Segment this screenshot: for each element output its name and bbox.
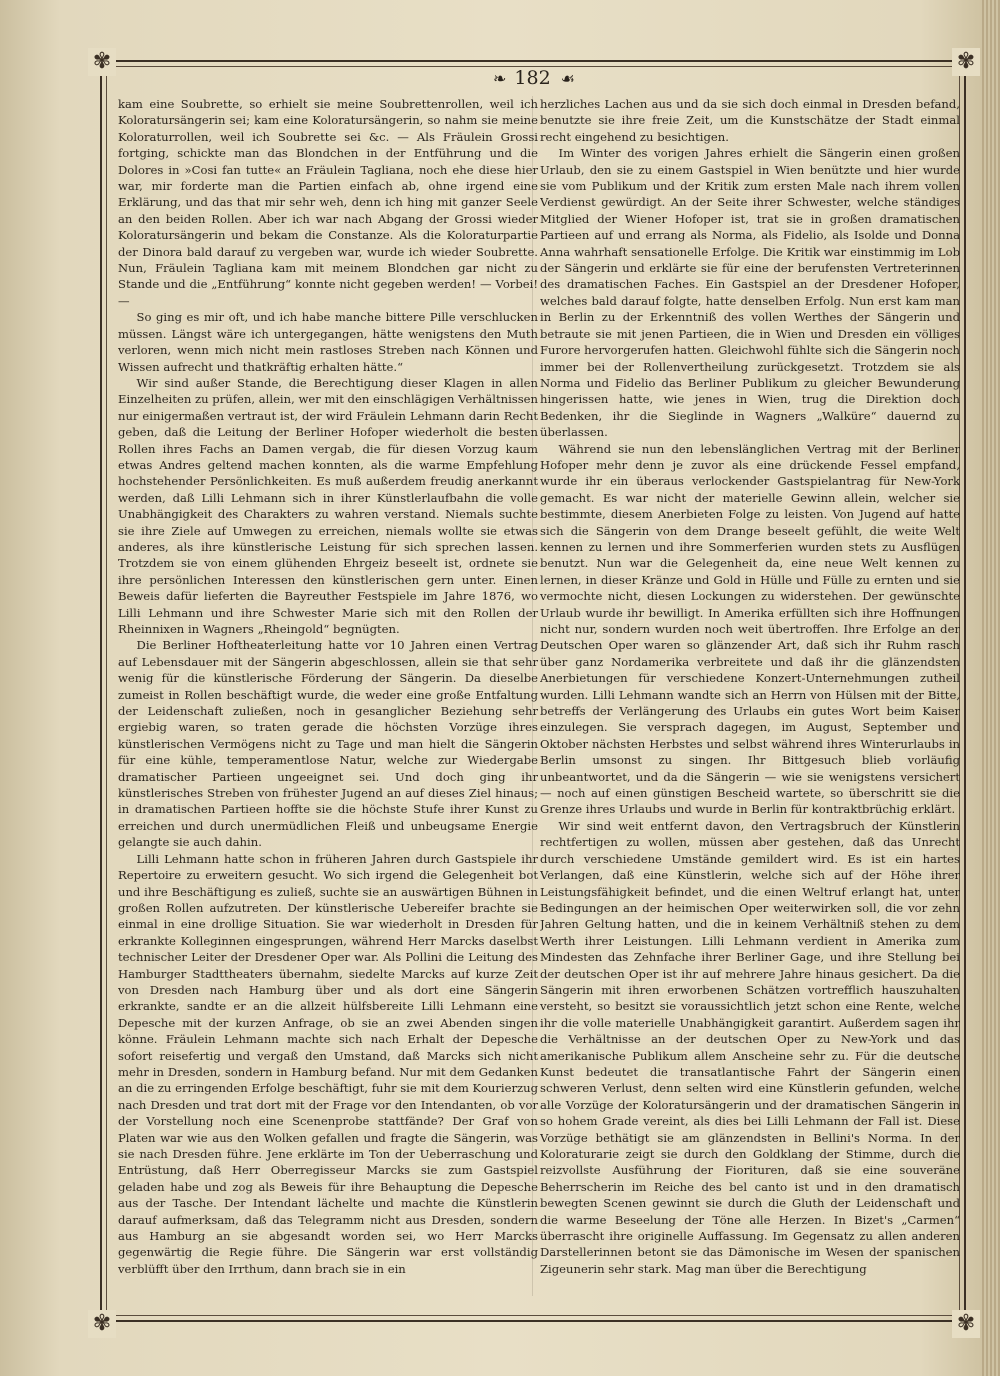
corner-ornament-icon: ✾ [88,1310,116,1338]
binding-gutter [982,0,1000,1376]
paragraph: kam eine Soubrette, so erhielt sie meine Soubrettenrollen, weil ich Koloratursängerin sei; kam eine Koloratursängerin, so nahm sie meine Koloraturrollen, weil ich Soubrette sei &c. — Als Fräulein Grossi fortging, schickte man das Blondchen in der Entführung und die Dolores in »Cosi fan tutte« an Fräulein Tagliana, noch ehe diese hier war, mir forderte man die Partien einfach ab, ohne irgend eine Erklärung, und das that mir sehr weh, denn ich hing mit ganzer Seele an den beiden Rollen. Aber ich war nach Abgang der Grossi wieder Koloratursängerin und bekam die Constanze. Als die Koloraturpartie der Dinora bald darauf zu vergeben war, wurde ich wieder Soubrette. Nun, Fräulein Tagliana kam mit meinem Blondchen gar nicht zu Stande und die „Entführung“ konnte nicht gegeben werden! — Vorbei! — [118,97,538,308]
corner-ornament-icon: ✾ [88,48,116,76]
ornament-left-icon: ❧ [492,68,505,88]
corner-ornament-icon: ✾ [952,1310,980,1338]
page-header [100,66,966,90]
paragraph: So ging es mir oft, und ich habe manche bittere Pille verschlucken müssen. Längst wäre ich untergegangen, hätte wenigstens den Muth verloren, wenn mich nicht mein rastloses Streben nach Können und Wissen aufrecht und thatkräftig erhalten hätte.“ [118,310,538,374]
text-column-left [118,96,538,1300]
page-number: 182 [514,67,551,89]
text-column-right [540,96,960,1300]
paragraph: Wir sind außer Stande, die Berechtigung dieser Klagen in allen Einzelheiten zu prüfen, allein, wer mit den einschlägigen Verhältnissen nur einigermaßen vertraut ist, der wird Fräulein Lehmann darin Recht geben, daß die Leitung der Berliner Hofoper wiederholt die besten Rollen ihres Fachs an Damen vergab, die für diesen Vorzug kaum etwas Andres geltend machen konnten, als die warme Empfehlung hochstehender Persönlichkeiten. Es muß außerdem freudig anerkannt werden, daß Lilli Lehmann sich in ihrer Künstlerlaufbahn die volle Unabhängigkeit des Charakters zu wahren verstand. Niemals suchte sie ihre Ziele auf Umwegen zu erreichen, niemals wollte sie etwas anderes, als ihre künstlerische Leistung für sich sprechen lassen. Trotzdem sie von einem glühenden Ehrgeiz beseelt ist, ordnete sie ihre persönlichen Interessen den künstlerischen gern unter. Einen Beweis dafür lieferten die Bayreuther Festspiele im Jahre 1876, wo Lilli Lehmann und ihre Schwester Marie sich mit den Rollen der Rheinnixen in Wagners „Rheingold“ begnügten. [118,375,538,636]
column-divider [532,96,533,1296]
paragraph: herzliches Lachen aus und da sie sich doch einmal in Dresden befand, benutzte sie ihre freie Zeit, um die Kunstschätze der Stadt einmal recht eingehend zu besichtigen. [540,97,960,144]
paragraph: Die Berliner Hoftheaterleitung hatte vor 10 Jahren einen Vertrag auf Lebensdauer mit der Sängerin abgeschlossen, allein sie that sehr wenig für die künstlerische Förderung der Sängerin. Da dieselbe zumeist in Rollen beschäftigt wurde, die weder eine große Entfaltung der Leidenschaft zuließen, noch in gesanglicher Beziehung sehr ergiebig waren, so traten gerade die höchsten Vorzüge ihres künstlerischen Vermögens nicht zu Tage und man hielt die Sängerin für eine kühle, temperamentlose Natur, welche zur Wiedergabe dramatischer Partieen ungeeignet sei. Und doch ging ihr künstlerisches Streben von frühester Jugend an auf dieses Ziel hinaus; in dramatischen Partieen hoffte sie die höchste Stufe ihrer Kunst zu erreichen und durch unermüdlichen Fleiß und unbeugsame Energie gelangte sie auch dahin. [118,638,538,850]
paragraph: Lilli Lehmann hatte schon in früheren Jahren durch Gastspiele ihr Repertoire zu erweitern gesucht. Wo sich irgend die Gelegenheit bot und ihre Beschäftigung es zuließ, suchte sie an auswärtigen Bühnen in großen Rollen aufzutreten. Der künstlerische Uebereifer brachte sie einmal in eine drollige Situation. Sie war wiederholt in Dresden für erkrankte Kolleginnen eingesprungen, während Herr Marcks daselbst technischer Leiter der Dresdener Oper war. Als Pollini die Leitung des Hamburger Stadttheaters übernahm, siedelte Marcks auf kurze Zeit von Dresden nach Hamburg über und als dort eine Sängerin erkrankte, sandte er an die allzeit hülfsbereite Lilli Lehmann eine Depesche mit der kurzen Anfrage, ob sie an zwei Abenden singen könne. Fräulein Lehmann machte sich nach Erhalt der Depesche sofort reisefertig und vergaß den Umstand, daß Marcks sich nicht mehr in Dresden, sondern in Hamburg befand. Nur mit dem Gedanken an die zu erringenden Erfolge beschäftigt, fuhr sie mit dem Kourierzug nach Dresden und trat dort mit der Frage vor den Intendanten, ob vor der Vorstellung noch eine Scenenprobe stattfände? Der Graf von Platen war wie aus den Wolken gefallen und fragte die Sängerin, was sie nach Dresden führe. Jene erklärte im Ton der Ueberraschung und Entrüstung, daß Herr Oberregisseur Marcks sie zum Gastspiel geladen habe und zog als Beweis für ihre Behauptung die Depesche aus der Tasche. Der Intendant lächelte und machte die Künstlerin darauf aufmerksam, daß das Telegramm nicht aus Dresden, sondern aus Hamburg an sie abgesandt worden sei, wo Herr Marcks gegenwärtig die Regie führe. Die Sängerin war erst vollständig verblüfft über den Irrthum, dann brach sie in ein [118,851,538,1276]
ornament-right-icon: ☙ [560,68,573,88]
corner-ornament-icon: ✾ [952,48,980,76]
paragraph: Während sie nun den lebenslänglichen Vertrag mit der Berliner Hofoper mehr denn je zuvor als eine drückende Fessel empfand, wurde ihr ein überaus verlockender Gastspielantrag für New-York gemacht. Es war nicht der materielle Gewinn allein, welcher sie bestimmte, diesem Anerbieten Folge zu leisten. Von Jugend auf hatte sich die Sängerin von dem Drange beseelt gefühlt, die weite Welt kennen zu lernen und ihre Sommerferien wurden stets zu Ausflügen benutzt. Nun war die Gelegenheit da, eine neue Welt kennen zu lernen, in dieser Kränze und Gold in Hülle und Fülle zu ernten und sie vermochte nicht, diesen Lockungen zu widerstehen. Der gewünschte Urlaub wurde ihr bewilligt. In Amerika erfüllten sich ihre Hoffnungen nicht nur, sondern wurden noch weit übertroffen. Ihre Erfolge an der Deutschen Oper waren so glänzender Art, daß sich ihr Ruhm rasch über ganz Nordamerika verbreitete und daß ihr die glänzendsten Anerbietungen für verschiedene Konzert-Unternehmungen zutheil wurden. Lilli Lehmann wandte sich an Herrn von Hülsen mit der Bitte, betreffs der Verlängerung des Urlaubs ein gutes Wort beim Kaiser einzulegen. Sie versprach dagegen, im August, September und Oktober nächsten Herbstes und selbst während ihres Winterurlaubs in Berlin umsonst zu singen. Ihr Bittgesuch blieb vorläufig unbeantwortet, und da die Sängerin — wie sie wenigstens versichert — noch auf einen günstigen Bescheid wartete, so überschritt sie die Grenze ihres Urlaubs und wurde in Berlin für kontraktbrüchig erklärt. [540,441,960,817]
paragraph: Im Winter des vorigen Jahres erhielt die Sängerin einen großen Urlaub, den sie zu einem Gastspiel in Wien benützte und hier wurde sie vom Publikum und der Kritik zum ersten Male nach ihrem vollen Verdienst gewürdigt. An der Seite ihrer Schwester, welche ständiges Mitglied der Wiener Hofoper ist, trat sie in großen dramatischen Partieen auf und errang als Norma, als Fidelio, als Isolde und Donna Anna wahrhaft sensationelle Erfolge. Die Kritik war einstimmig im Lob der Sängerin und erklärte sie für eine der berufensten Vertreterinnen des dramatischen Faches. Ein Gastspiel an der Dresdener Hofoper, welches bald darauf folgte, hatte denselben Erfolg. Nun erst kam man in Berlin zu der Erkenntniß des vollen Werthes der Sängerin und betraute sie mit jenen Partieen, die in Wien und Dresden ein völliges Furore hervorgerufen hatten. Gleichwohl fühlte sich die Sängerin noch immer bei der Rollenvertheilung zurückgesetzt. Trotzdem sie als Norma und Fidelio das Berliner Publikum zu gleicher Bewunderung hingerissen hatte, wie jenes in Wien, trug die Direktion doch Bedenken, ihr die Sieglinde in Wagners „Walküre“ dauernd zu überlassen. [540,146,960,440]
paragraph: Wir sind weit entfernt davon, den Vertragsbruch der Künstlerin rechtfertigen zu wollen, müssen aber gestehen, daß das Unrecht durch verschiedene Umstände gemildert wird. Es ist ein hartes Verlangen, daß eine Künstlerin, welche sich auf der Höhe ihrer Leistungsfähigkeit befindet, und die einen Weltruf erlangt hat, unter Bedingungen an der heimischen Oper weiterwirken soll, die vor zehn Jahren Geltung hatten, und die in keinem Verhältniß stehen zu dem Werth ihrer Leistungen. Lilli Lehmann verdient in Amerika zum Mindesten das Zehnfache ihrer Berliner Gage, und ihre Stellung bei der deutschen Oper ist ihr auf mehrere Jahre hinaus gesichert. Da die Sängerin mit ihren erworbenen Schätzen vortrefflich hauszuhalten versteht, so besitzt sie voraussichtlich jetzt schon eine Rente, welche ihr die volle materielle Unabhängigkeit garantirt. Außerdem sagen ihr die Verhältnisse an der deutschen Oper zu New-York und das amerikanische Publikum allem Anscheine sehr zu. Für die deutsche Kunst bedeutet die transatlantische Fahrt der Sängerin einen schweren Verlust, denn selten wird eine Künstlerin gefunden, welche alle Vorzüge der Koloratursängerin und der dramatischen Sängerin in so hohem Grade vereint, als dies bei Lilli Lehmann der Fall ist. Diese Vorzüge bethätigt sie am glänzendsten in Bellini's Norma. In der Koloraturarie zeigt sie durch den Goldklang der Stimme, durch die reizvollste Ausführung der Fiorituren, daß sie eine souveräne Beherrscherin im Reiche des bel canto ist und in den dramatisch bewegten Scenen gewinnt sie durch die Gluth der Leidenschaft und die warme Beseelung der Töne alle Herzen. In Bizet's „Carmen“ überrascht ihre originelle Auffassung. Im Gegensatz zu allen anderen Darstellerinnen betont sie das Dämonische im Wesen der spanischen Zigeunerin sehr stark. Mag man über die Berechtigung [540,818,960,1276]
